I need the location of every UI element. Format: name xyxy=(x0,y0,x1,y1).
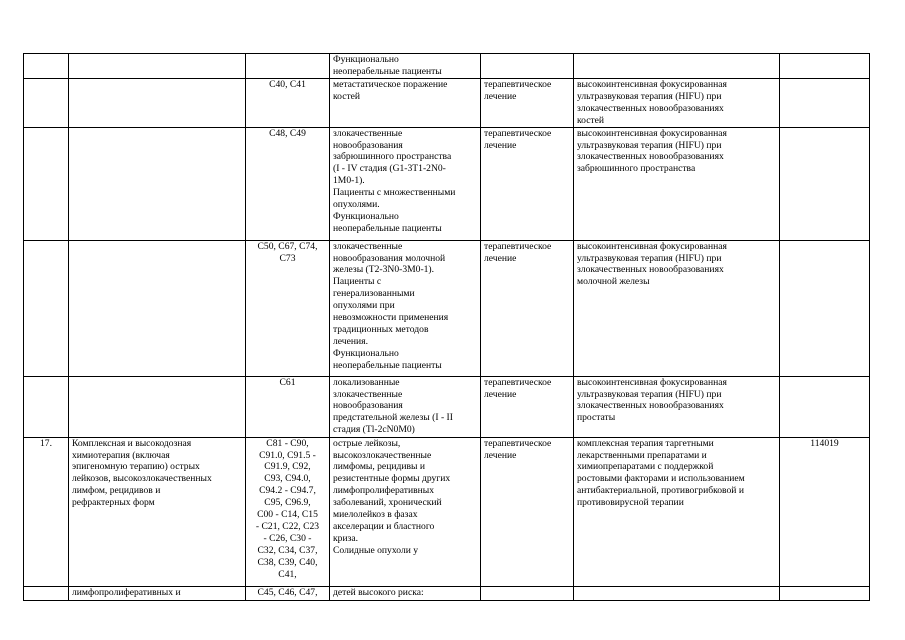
treatment-method-cell: высокоинтенсивная фокусированная ультразвуковая терапия (HIFU) при злокачественных новообразованиях простаты xyxy=(574,376,780,437)
table-row xyxy=(24,240,870,376)
service-name-cell xyxy=(69,127,246,240)
service-name-cell xyxy=(69,376,246,437)
icd-codes-cell: C81 - C90, C91.0, C91.5 - C91.9, C92, C93, C94.0, C94.2 - C94.7, C95, C96.9, C00 - C14, C15 - C21, C22, C23 - C26, C30 - C32, C34, C37, C38, C39, C40, C41, xyxy=(246,437,330,586)
treatment-method-cell: высокоинтенсивная фокусированная ультразвуковая терапия (HIFU) при злокачественных новообразованиях молочной железы xyxy=(574,240,780,376)
treatment-type-cell xyxy=(481,54,574,79)
table-row xyxy=(24,586,870,600)
cost-amount-cell: 114019 xyxy=(780,437,870,586)
icd-codes-cell xyxy=(246,54,330,79)
table-row xyxy=(24,79,870,128)
patient-model-cell: метастатическое поражение костей xyxy=(330,79,481,128)
patient-model-cell: детей высокого риска: xyxy=(330,586,481,600)
medical-care-table xyxy=(23,53,870,601)
row-number-cell xyxy=(24,376,69,437)
table-row xyxy=(24,376,870,437)
service-name-cell: лимфопролиферативных и xyxy=(69,586,246,600)
icd-codes-cell: C48, C49 xyxy=(246,127,330,240)
treatment-type-cell: терапевтическое лечение xyxy=(481,79,574,128)
service-name-cell xyxy=(69,54,246,79)
cost-amount-cell xyxy=(780,127,870,240)
service-name-cell xyxy=(69,240,246,376)
treatment-method-cell: высокоинтенсивная фокусированная ультразвуковая терапия (HIFU) при злокачественных новообразованиях забрюшинного пространства xyxy=(574,127,780,240)
service-name-cell xyxy=(69,79,246,128)
table-row xyxy=(24,54,870,79)
cost-amount-cell xyxy=(780,54,870,79)
treatment-type-cell: терапевтическое лечение xyxy=(481,240,574,376)
cost-amount-cell xyxy=(780,240,870,376)
cost-amount-cell xyxy=(780,376,870,437)
patient-model-cell: острые лейкозы, высокозлокачественные лимфомы, рецидивы и резистентные формы других лимфопролиферативных заболеваний, хронический миелолейкоз в фазах акселерации и бластного криза. Солидные опухоли у xyxy=(330,437,481,586)
icd-codes-cell: C45, C46, C47, xyxy=(246,586,330,600)
row-number-cell xyxy=(24,79,69,128)
patient-model-cell: локализованные злокачественные новообразования предстательной железы (I - II стадия (Tl-2cN0M0) xyxy=(330,376,481,437)
cost-amount-cell xyxy=(780,79,870,128)
icd-codes-cell: C61 xyxy=(246,376,330,437)
table-row xyxy=(24,127,870,240)
treatment-type-cell: терапевтическое лечение xyxy=(481,376,574,437)
treatment-method-cell: комплексная терапия таргетными лекарственными препаратами и химиопрепаратами с поддержкой ростовыми факторами и использованием антибактериальной, противогрибковой и противовирусной терапии xyxy=(574,437,780,586)
cost-amount-cell xyxy=(780,586,870,600)
row-number-cell xyxy=(24,127,69,240)
row-number-cell: 17. xyxy=(24,437,69,586)
row-number-cell xyxy=(24,586,69,600)
row-number-cell xyxy=(24,240,69,376)
patient-model-cell: злокачественные новообразования забрюшинного пространства (I - IV стадия (G1-3T1-2N0- 1M0-1). Пациенты с множественными опухолями. Функционально неоперабельные пациенты xyxy=(330,127,481,240)
treatment-type-cell xyxy=(481,586,574,600)
treatment-type-cell: терапевтическое лечение xyxy=(481,127,574,240)
treatment-method-cell xyxy=(574,54,780,79)
service-name-cell: Комплексная и высокодозная химиотерапия (включая эпигеномную терапию) острых лейкозов, высокозлокачественных лимфом, рецидивов и рефрактерных форм xyxy=(69,437,246,586)
treatment-method-cell xyxy=(574,586,780,600)
patient-model-cell: злокачественные новообразования молочной железы (T2-3N0-3M0-1). Пациенты с генерализованными опухолями при невозможности применения традиционных методов лечения. Функционально неоперабельные пациенты xyxy=(330,240,481,376)
icd-codes-cell: C50, C67, C74, C73 xyxy=(246,240,330,376)
patient-model-cell: Функционально неоперабельные пациенты xyxy=(330,54,481,79)
treatment-type-cell: терапевтическое лечение xyxy=(481,437,574,586)
icd-codes-cell: C40, C41 xyxy=(246,79,330,128)
treatment-method-cell: высокоинтенсивная фокусированная ультразвуковая терапия (HIFU) при злокачественных новообразованиях костей xyxy=(574,79,780,128)
table-row xyxy=(24,437,870,586)
row-number-cell xyxy=(24,54,69,79)
